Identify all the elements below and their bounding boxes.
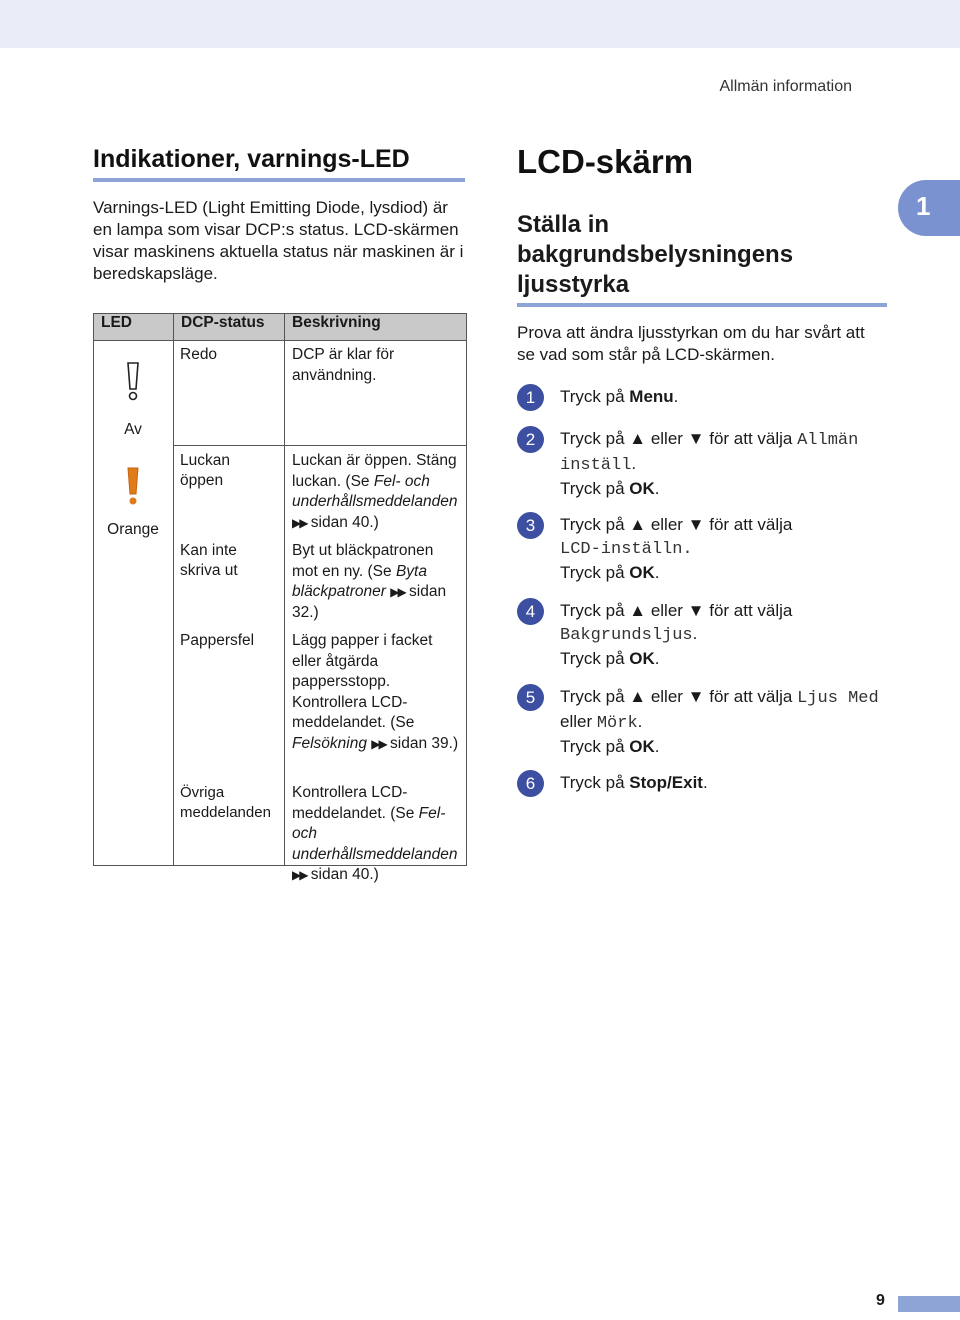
left-intro: Varnings-LED (Light Emitting Diode, lysdiod) är en lampa som visar DCP:s status. LCD-skärmen visar maskinens aktuella status när maskinen är i beredskapsläge. [93, 198, 464, 283]
desc-redo: DCP är klar för användning. [292, 346, 395, 384]
double-arrow-icon: ▶▶ [371, 736, 386, 751]
right-section-title: LCD-skärm [517, 143, 694, 180]
step-number-badge: 2 [517, 426, 544, 453]
table-header-row [94, 314, 467, 341]
row-divider [284, 445, 467, 446]
top-band [0, 0, 960, 48]
status-column [174, 341, 285, 866]
right-title-rule [517, 303, 887, 307]
led-off-icon [124, 361, 142, 401]
desc-ovriga: Kontrollera LCD-meddelandet. (Se Fel- och underhållsmeddelanden ▶▶ sidan 40.) [292, 784, 458, 883]
step-number-badge: 4 [517, 598, 544, 625]
double-arrow-icon: ▶▶ [292, 515, 307, 530]
step-number-badge: 3 [517, 512, 544, 539]
step-number-badge: 5 [517, 684, 544, 711]
led-orange-label: Orange [107, 521, 159, 538]
page-number-bar [898, 1296, 960, 1312]
row-divider [173, 445, 285, 446]
step-number-badge: 1 [517, 384, 544, 411]
desc-luckan-oppen: Luckan är öppen. Stäng luckan. (Se Fel- och underhållsmeddelanden ▶▶ sidan 40.) [292, 452, 458, 531]
desc-kan-inte-skriva-ut: Byt ut bläckpatronen mot en ny. (Se Byta bläckpatroner ▶▶ sidan 32.) [292, 542, 447, 621]
desc-pappersfel: Lägg papper i facket eller åtgärda pappersstopp. Kontrollera LCD-meddelandet. (Se Felsökning ▶▶ sidan 39.) [292, 632, 459, 752]
status-redo: Redo [180, 346, 218, 363]
status-ovriga: Övriga meddelanden [180, 784, 271, 821]
header-led: LED [94, 314, 174, 341]
section-label: Allmän information [719, 78, 852, 95]
status-pappersfel: Pappersfel [180, 632, 255, 649]
status-kan-inte-skriva-ut: Kan inte skriva ut [180, 542, 238, 579]
chapter-number: 1 [916, 191, 931, 221]
led-off-label: Av [124, 421, 142, 438]
header-dcp-status: DCP-status [174, 314, 285, 341]
led-orange-warning-icon [124, 466, 142, 506]
double-arrow-icon: ▶▶ [390, 585, 405, 599]
table-body-row [94, 341, 467, 866]
status-luckan-oppen: Luckan öppen [180, 452, 230, 489]
right-subtitle: Ställa in bakgrundsbelysningens ljusstyrka [517, 211, 794, 298]
right-intro: Prova att ändra ljusstyrkan om du har svårt att se vad som står på LCD-skärmen. [517, 323, 865, 364]
left-title-rule [93, 178, 465, 182]
step-number-badge: 6 [517, 770, 544, 797]
page-number: 9 [876, 1292, 885, 1309]
description-column [285, 341, 467, 883]
led-column [94, 341, 174, 866]
header-description: Beskrivning [285, 314, 467, 341]
double-arrow-icon: ▶▶ [292, 868, 307, 882]
led-status-table [93, 313, 467, 883]
left-section-title: Indikationer, varnings-LED [93, 145, 410, 173]
